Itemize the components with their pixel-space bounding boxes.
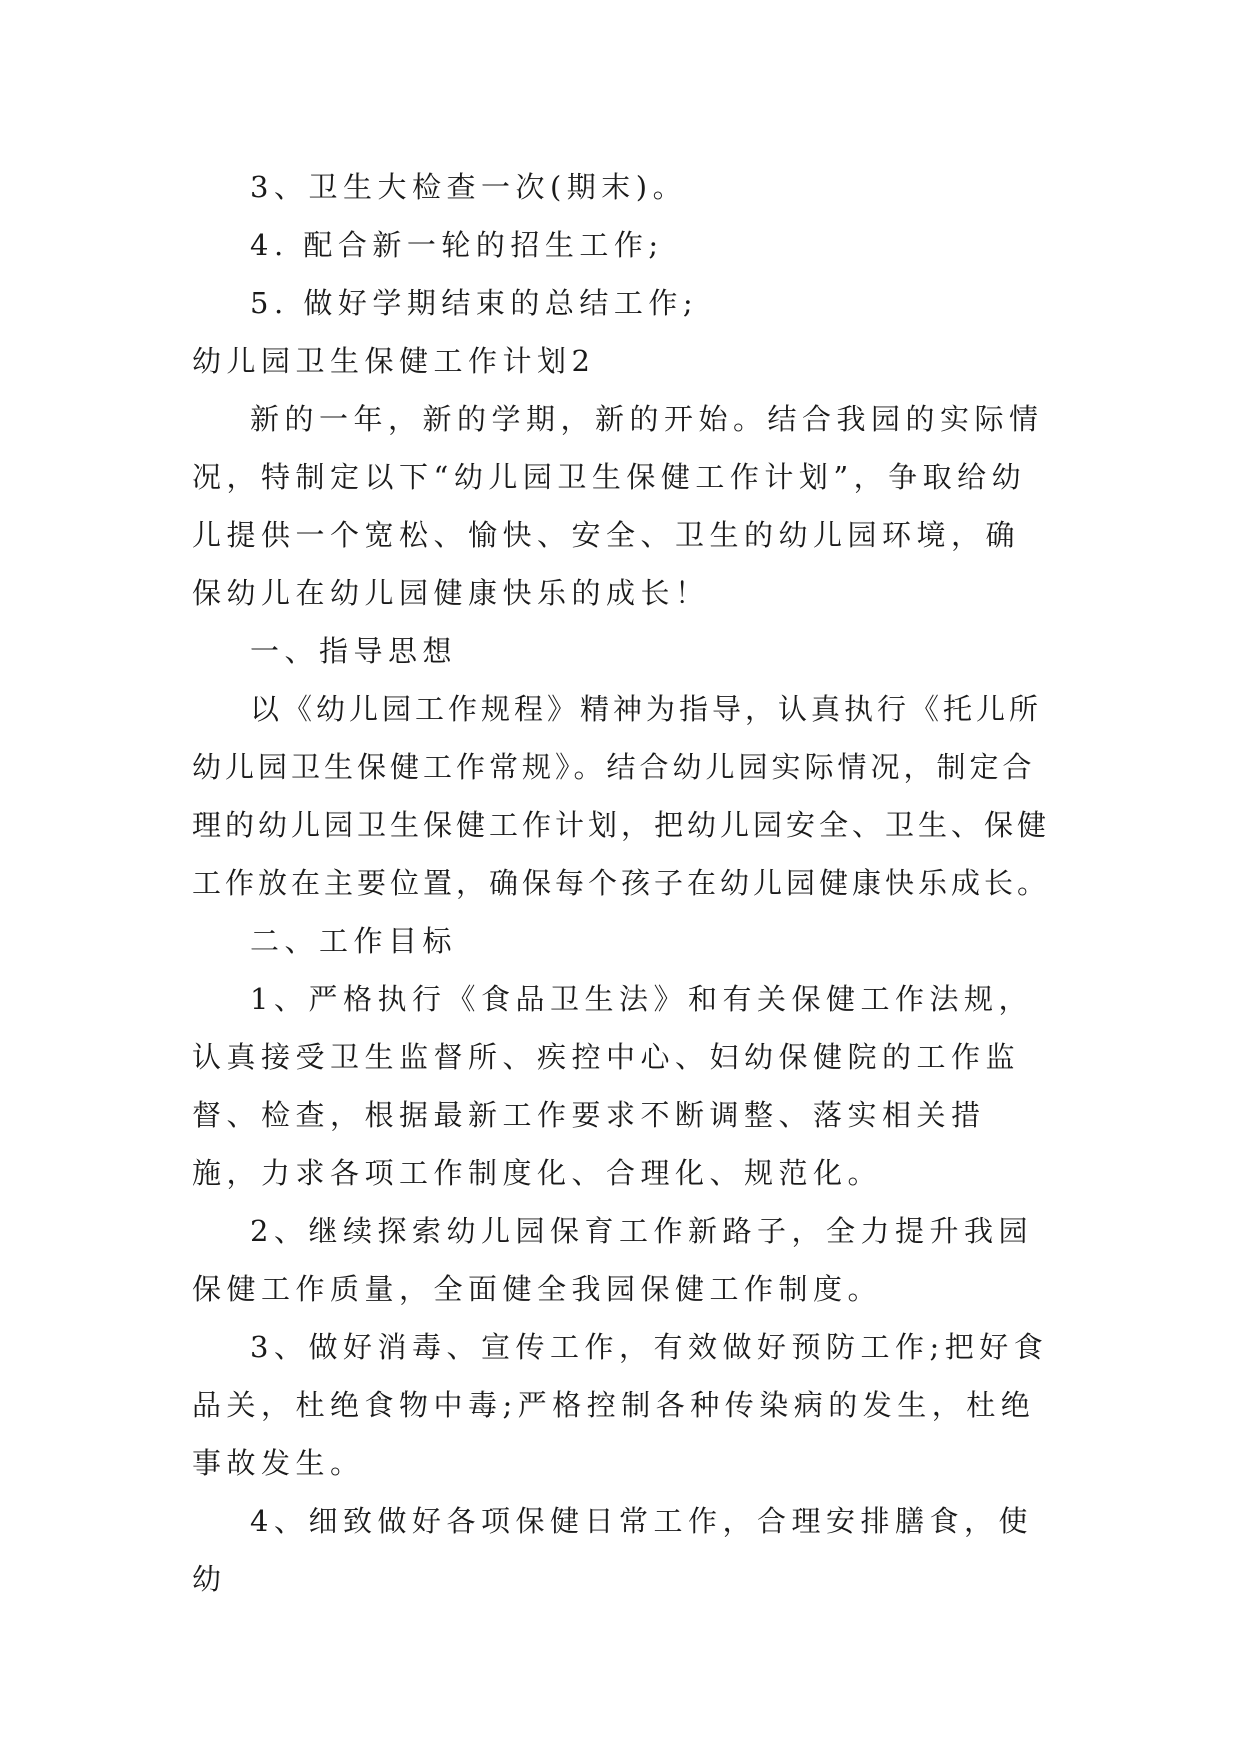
paragraph: 以《幼儿园工作规程》精神为指导，认真执行《托儿所幼儿园卫生保健工作常规》。结合幼儿园实际情况，制定合理的幼儿园卫生保健工作计划，把幼儿园安全、卫生、保健工作放在主要位置，确保每个孩子在幼儿园健康快乐成长。: [192, 692, 1051, 900]
paragraph: 3、卫生大检查一次(期末)。: [250, 170, 688, 204]
paragraph: 1、严格执行《食品卫生法》和有关保健工作法规，认真接受卫生监督所、疾控中心、妇幼保健院的工作监督、检查，根据最新工作要求不断调整、落实相关措施，力求各项工作制度化、合理化、规范化。: [192, 982, 1033, 1190]
paragraph: 5. 做好学期结束的总结工作;: [250, 286, 699, 320]
document-body: [192, 158, 1052, 1608]
paragraph: 3、做好消毒、宣传工作，有效做好预防工作;把好食品关，杜绝食物中毒;严格控制各种传染病的发生，杜绝事故发生。: [192, 1330, 1049, 1480]
paragraph: 4、细致做好各项保健日常工作，合理安排膳食，使幼: [192, 1504, 1033, 1596]
section-heading: 一、指导思想: [250, 634, 458, 668]
paragraph: 4. 配合新一轮的招生工作;: [250, 228, 664, 262]
paragraph: 新的一年，新的学期，新的开始。结合我园的实际情况，特制定以下“幼儿园卫生保健工作计划”，争取给幼儿提供一个宽松、愉快、安全、卫生的幼儿园环境，确保幼儿在幼儿园健康快乐的成长！: [192, 402, 1044, 610]
section-heading: 二、工作目标: [250, 924, 458, 958]
section-heading: 幼儿园卫生保健工作计划2: [192, 344, 596, 378]
paragraph: 2、继续探索幼儿园保育工作新路子，全力提升我园保健工作质量，全面健全我园保健工作制度。: [192, 1214, 1033, 1306]
